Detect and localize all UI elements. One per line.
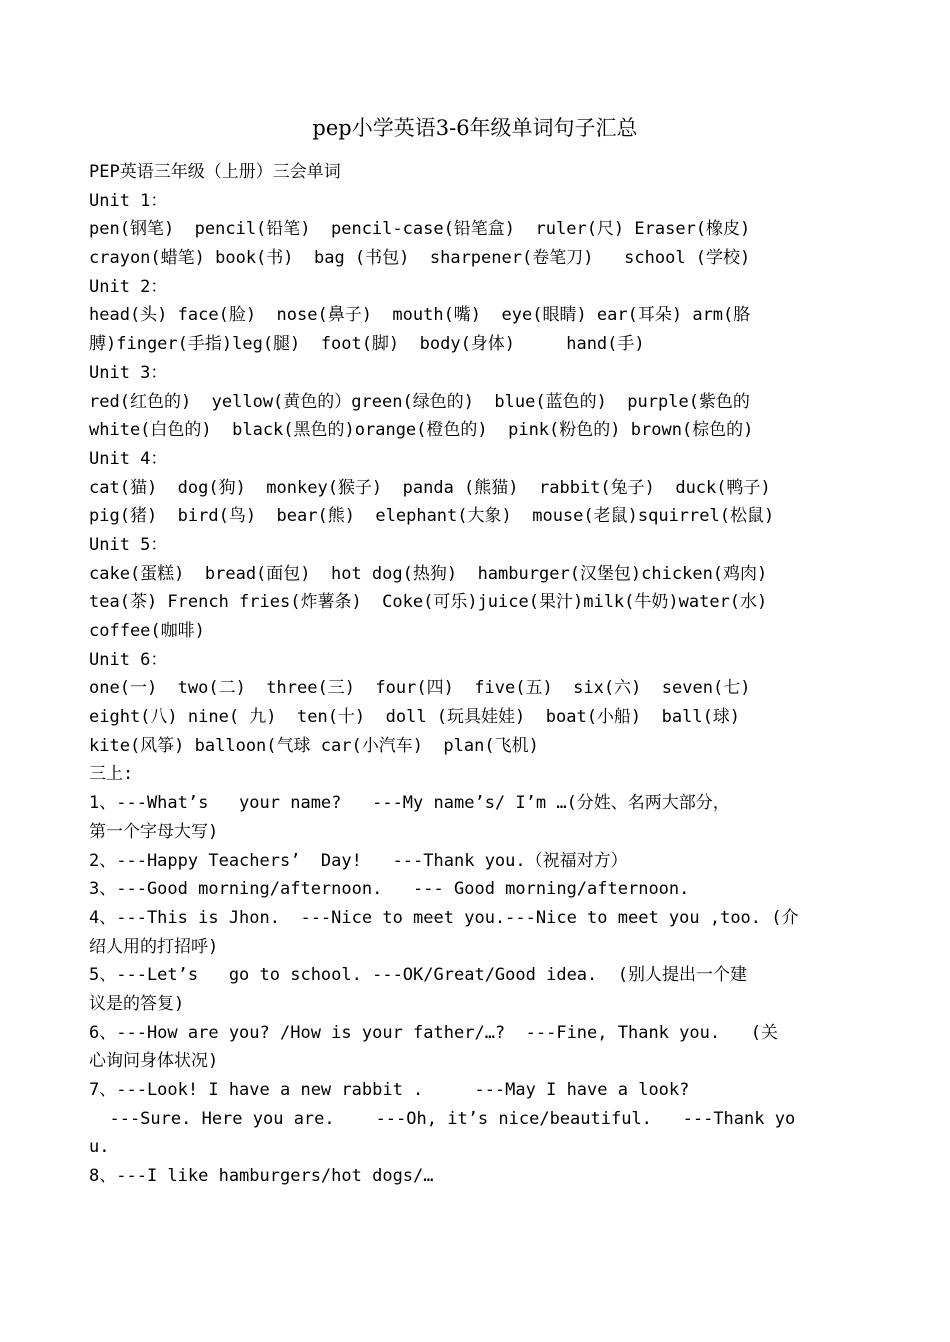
text-line: 8、---I like hamburgers/hot dogs/… xyxy=(89,1166,434,1187)
text-line: u. xyxy=(89,1137,110,1158)
text-line: Unit 2： xyxy=(89,276,168,297)
text-line: tea(茶) French fries(炸薯条) Coke(可乐)juice(果汁)milk(牛奶)water(水) xyxy=(89,592,768,613)
text-line: PEP英语三年级（上册）三会单词 xyxy=(89,162,341,182)
text-line: Unit 5： xyxy=(89,534,168,555)
text-line: pig(猪) bird(鸟) bear(熊) elephant(大象) mouse(老鼠)squirrel(松鼠) xyxy=(89,506,775,527)
text-line: 1、---What’s your name? ---My name’s/ I’m …(分姓、名两大部分， xyxy=(89,793,730,814)
text-line: eight(八) nine( 九) ten(十) doll (玩具娃娃) boat(小船) ball(球) xyxy=(89,707,741,728)
text-line: head(头) face(脸) nose(鼻子) mouth(嘴) eye(眼睛) ear(耳朵) arm(胳 xyxy=(89,305,751,326)
text-line: pen(钢笔) pencil(铅笔) pencil-case(铅笔盒) ruler(尺) Eraser(橡皮) xyxy=(89,219,751,240)
text-line: Unit 4： xyxy=(89,448,168,469)
text-line: cake(蛋糕) bread(面包) hot dog(热狗) hamburger(汉堡包)chicken(鸡肉) xyxy=(89,563,768,584)
text-line: 心询问身体状况) xyxy=(89,1051,219,1072)
text-line: 膊)finger(手指)leg(腿) foot(脚) body(身体) hand(手) xyxy=(89,334,645,355)
text-line: 第一个字母大写) xyxy=(89,821,219,842)
page-title: pep小学英语3-6年级单词句子汇总 xyxy=(312,116,638,140)
text-line: 6、---How are you? /How is your father/…? ---Fine, Thank you. (关 xyxy=(89,1022,779,1043)
text-line: 2、---Happy Teachers’ Day! ---Thank you.（祝福对方） xyxy=(89,850,628,871)
text-line: kite(风筝) balloon(气球 car(小汽车) plan(飞机) xyxy=(89,735,539,756)
text-line: crayon(蜡笔) book(书) bag (书包) sharpener(卷笔刀) school (学校) xyxy=(89,248,751,269)
text-line: 4、---This is Jhon. ---Nice to meet you.---Nice to meet you ,too. (介 xyxy=(89,907,799,928)
text-line: one(一) two(二) three(三) four(四) five(五) six(六) seven(七) xyxy=(89,678,751,699)
text-line: ---Sure. Here you are. ---Oh, it’s nice/beautiful. ---Thank yo xyxy=(89,1108,796,1129)
text-line: 议是的答复) xyxy=(89,993,185,1014)
text-line: 绍人用的打招呼) xyxy=(89,936,219,957)
text-line: Unit 3： xyxy=(89,362,168,383)
text-line: 3、---Good morning/afternoon. --- Good morning/afternoon. xyxy=(89,879,690,900)
text-line: Unit 1： xyxy=(89,190,168,211)
text-line: 三上: xyxy=(89,764,134,785)
text-line: white(白色的) black(黑色的)orange(橙色的) pink(粉色的) brown(棕色的) xyxy=(89,420,754,441)
text-line: coffee(咖啡) xyxy=(89,621,205,641)
text-line: Unit 6： xyxy=(89,649,168,670)
document-body xyxy=(89,158,889,1191)
text-line: 7、---Look! I have a new rabbit . ---May I have a look? xyxy=(89,1080,690,1100)
text-line: 5、---Let’s go to school. ---OK/Great/Good idea. (别人提出一个建 xyxy=(89,965,747,986)
text-line: red(红色的) yellow(黄色的）green(绿色的) blue(蓝色的) purple(紫色的 xyxy=(89,391,750,412)
text-line: cat(猫) dog(狗) monkey(猴子) panda (熊猫) rabbit(兔子) duck(鸭子) xyxy=(89,477,771,498)
